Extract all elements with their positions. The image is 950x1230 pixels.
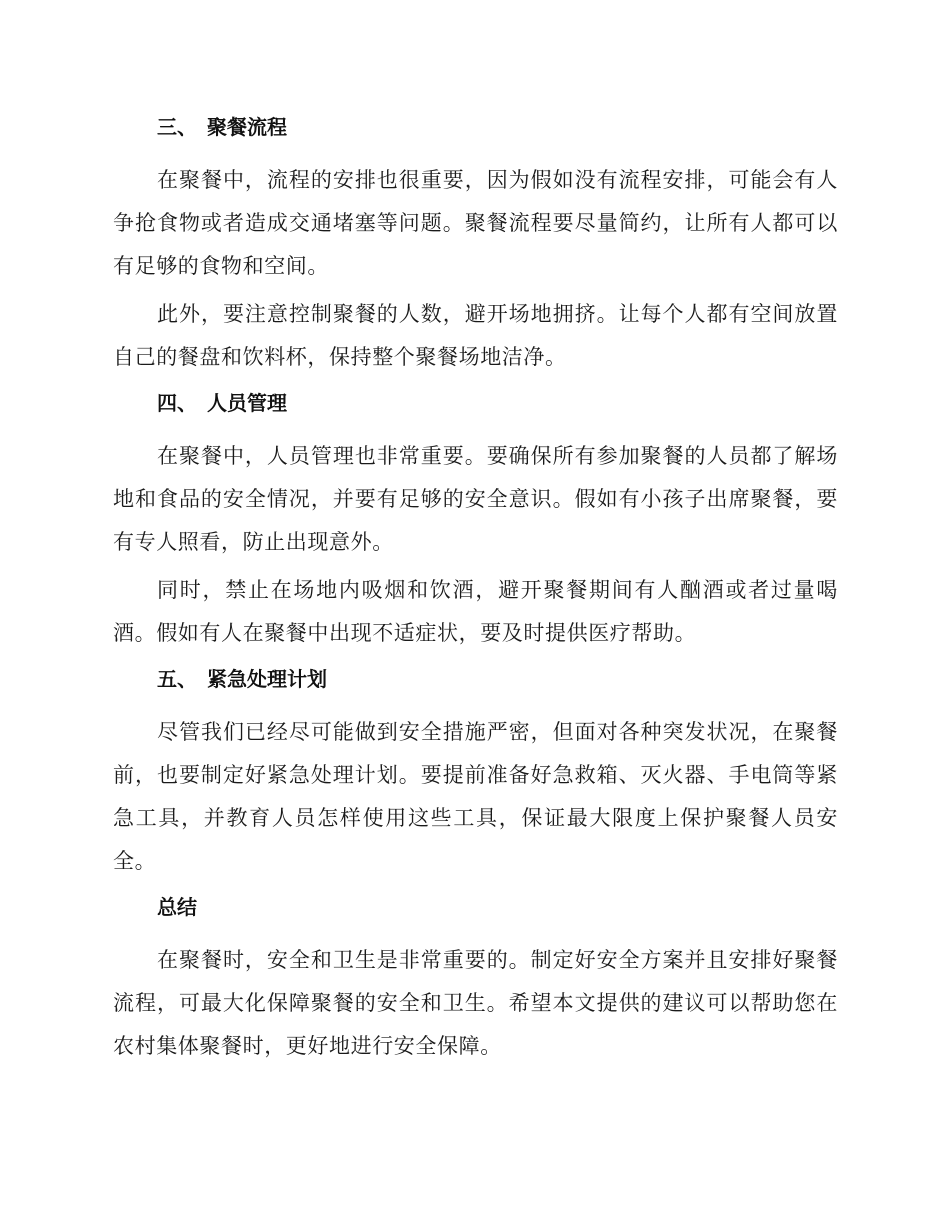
section-number: 三、	[157, 115, 197, 139]
section-number: 四、	[157, 391, 197, 415]
section-heading-emergency	[113, 660, 838, 698]
section-title: 总结	[157, 895, 197, 919]
paragraph: 同时，禁止在场地内吸烟和饮酒，避开聚餐期间有人酗酒或者过量喝酒。假如有人在聚餐中出现不适症状，要及时提供医疗帮助。	[113, 578, 838, 645]
section-heading-personnel	[113, 384, 838, 422]
paragraph: 在聚餐中，人员管理也非常重要。要确保所有参加聚餐的人员都了解场地和食品的安全情况，并要有足够的安全意识。假如有小孩子出席聚餐，要有专人照看，防止出现意外。	[113, 444, 838, 554]
section-title: 紧急处理计划	[207, 667, 327, 691]
paragraph: 在聚餐中，流程的安排也很重要，因为假如没有流程安排，可能会有人争抢食物或者造成交通堵塞等问题。聚餐流程要尽量简约，让所有人都可以有足够的食物和空间。	[113, 168, 838, 278]
section-number: 五、	[157, 667, 197, 691]
paragraph: 此外，要注意控制聚餐的人数，避开场地拥挤。让每个人都有空间放置自己的餐盘和饮料杯，保持整个聚餐场地洁净。	[113, 302, 838, 369]
section-title: 人员管理	[207, 391, 287, 415]
section-title: 聚餐流程	[207, 115, 287, 139]
section-heading-process	[113, 108, 838, 146]
paragraph: 尽管我们已经尽可能做到安全措施严密，但面对各种突发状况，在聚餐前，也要制定好紧急处理计划。要提前准备好急救箱、灭火器、手电筒等紧急工具，并教育人员怎样使用这些工具，保证最大限度上保护聚餐人员安全。	[113, 720, 838, 873]
paragraph: 在聚餐时，安全和卫生是非常重要的。制定好安全方案并且安排好聚餐流程，可最大化保障聚餐的安全和卫生。希望本文提供的建议可以帮助您在农村集体聚餐时，更好地进行安全保障。	[113, 948, 838, 1058]
document-body	[113, 108, 838, 1073]
section-heading-summary	[113, 888, 838, 926]
